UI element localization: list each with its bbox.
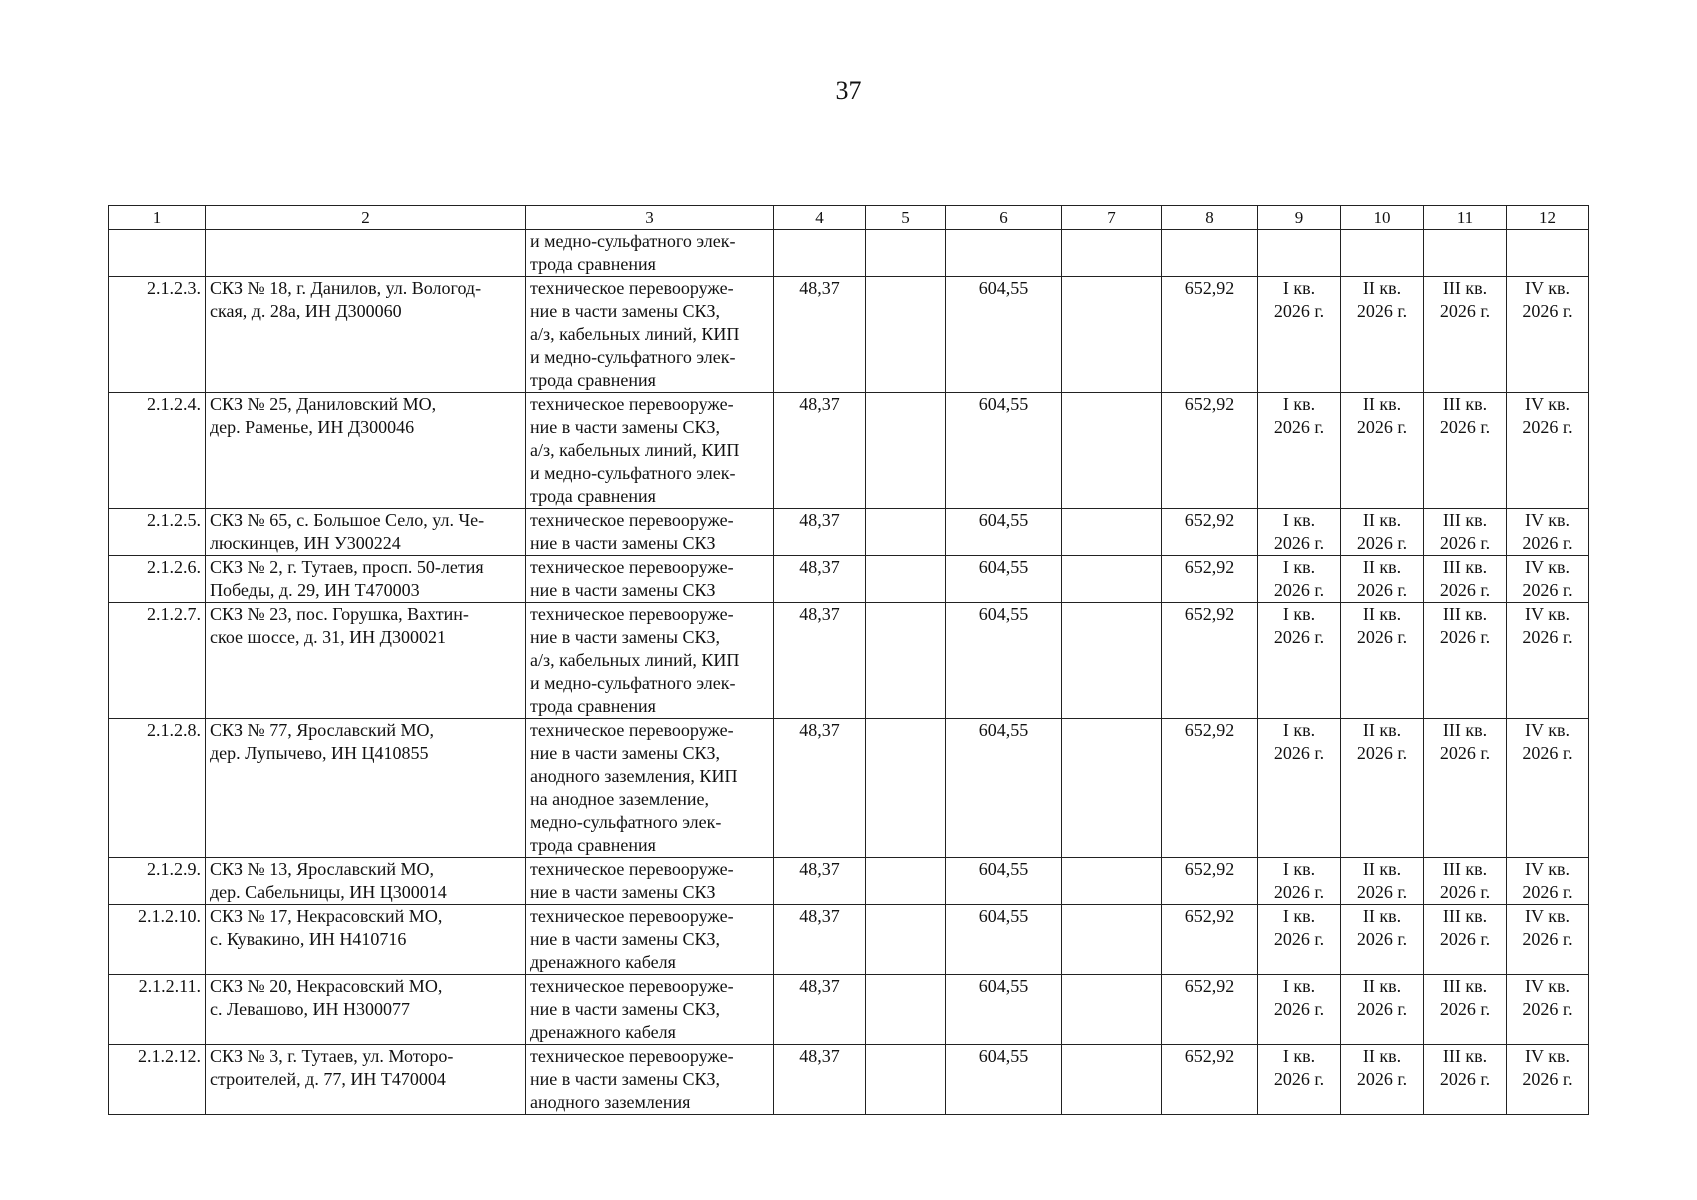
quarter-cell-col10: II кв. 2026 г. — [1341, 905, 1424, 975]
quarter-cell-col12: IV кв. 2026 г. — [1507, 603, 1589, 719]
value-cell-col8: 652,92 — [1162, 556, 1258, 603]
value-cell-col4: 48,37 — [774, 393, 866, 509]
value-cell-col7 — [1062, 509, 1162, 556]
value-cell-col6: 604,55 — [946, 905, 1062, 975]
value-cell-col7 — [1062, 556, 1162, 603]
quarter-cell-col11: III кв. 2026 г. — [1424, 1045, 1507, 1115]
quarter-cell-col9: I кв. 2026 г. — [1258, 975, 1341, 1045]
work-description-cell: техническое перевооруже- ние в части замены СКЗ — [526, 509, 774, 556]
value-cell-col5 — [866, 1045, 946, 1115]
table-body — [109, 206, 1589, 1115]
quarter-cell-col11: III кв. 2026 г. — [1424, 509, 1507, 556]
quarter-cell-col12: IV кв. 2026 г. — [1507, 556, 1589, 603]
item-number-cell: 2.1.2.11. — [109, 975, 206, 1045]
quarter-cell-col11: III кв. 2026 г. — [1424, 277, 1507, 393]
quarter-cell-col11: III кв. 2026 г. — [1424, 556, 1507, 603]
empty-cell — [1341, 230, 1424, 277]
value-cell-col5 — [866, 603, 946, 719]
value-cell-col7 — [1062, 1045, 1162, 1115]
empty-cell — [109, 230, 206, 277]
header-cell: 11 — [1424, 206, 1507, 230]
work-description-cell: техническое перевооруже- ние в части замены СКЗ — [526, 858, 774, 905]
work-description-cell: техническое перевооруже- ние в части замены СКЗ, анодного заземления, КИП на анодное заземление, медно-сульфатного элек- трода сравнения — [526, 719, 774, 858]
quarter-cell-col12: IV кв. 2026 г. — [1507, 277, 1589, 393]
empty-cell — [866, 230, 946, 277]
quarter-cell-col12: IV кв. 2026 г. — [1507, 509, 1589, 556]
header-cell: 5 — [866, 206, 946, 230]
value-cell-col4: 48,37 — [774, 858, 866, 905]
value-cell-col5 — [866, 509, 946, 556]
value-cell-col6: 604,55 — [946, 858, 1062, 905]
item-number-cell: 2.1.2.8. — [109, 719, 206, 858]
value-cell-col5 — [866, 905, 946, 975]
table-row — [109, 393, 1589, 509]
quarter-cell-col9: I кв. 2026 г. — [1258, 1045, 1341, 1115]
object-cell: СКЗ № 17, Некрасовский МО, с. Кувакино, ИН Н410716 — [206, 905, 526, 975]
object-cell: СКЗ № 18, г. Данилов, ул. Вологод- ская, д. 28а, ИН Д300060 — [206, 277, 526, 393]
value-cell-col7 — [1062, 975, 1162, 1045]
quarter-cell-col11: III кв. 2026 г. — [1424, 905, 1507, 975]
value-cell-col4: 48,37 — [774, 905, 866, 975]
quarter-cell-col11: III кв. 2026 г. — [1424, 719, 1507, 858]
quarter-cell-col11: III кв. 2026 г. — [1424, 393, 1507, 509]
work-description-cell: техническое перевооруже- ние в части замены СКЗ — [526, 556, 774, 603]
value-cell-col5 — [866, 393, 946, 509]
header-cell: 1 — [109, 206, 206, 230]
empty-cell — [1062, 230, 1162, 277]
header-cell: 6 — [946, 206, 1062, 230]
value-cell-col6: 604,55 — [946, 975, 1062, 1045]
quarter-cell-col9: I кв. 2026 г. — [1258, 719, 1341, 858]
table-row — [109, 1045, 1589, 1115]
works-table — [108, 205, 1589, 1115]
value-cell-col7 — [1062, 277, 1162, 393]
work-description-cell: техническое перевооруже- ние в части замены СКЗ, а/з, кабельных линий, КИП и медно-сульфатного элек- трода сравнения — [526, 603, 774, 719]
quarter-cell-col10: II кв. 2026 г. — [1341, 556, 1424, 603]
item-number-cell: 2.1.2.9. — [109, 858, 206, 905]
quarter-cell-col12: IV кв. 2026 г. — [1507, 905, 1589, 975]
value-cell-col5 — [866, 556, 946, 603]
value-cell-col8: 652,92 — [1162, 277, 1258, 393]
item-number-cell: 2.1.2.12. — [109, 1045, 206, 1115]
quarter-cell-col12: IV кв. 2026 г. — [1507, 975, 1589, 1045]
work-description-cell: и медно-сульфатного элек- трода сравнения — [526, 230, 774, 277]
value-cell-col6: 604,55 — [946, 393, 1062, 509]
value-cell-col4: 48,37 — [774, 556, 866, 603]
table-row — [109, 277, 1589, 393]
value-cell-col6: 604,55 — [946, 556, 1062, 603]
object-cell: СКЗ № 13, Ярославский МО, дер. Сабельницы, ИН Ц300014 — [206, 858, 526, 905]
item-number-cell: 2.1.2.3. — [109, 277, 206, 393]
header-cell: 7 — [1062, 206, 1162, 230]
table-row — [109, 975, 1589, 1045]
quarter-cell-col10: II кв. 2026 г. — [1341, 719, 1424, 858]
value-cell-col8: 652,92 — [1162, 603, 1258, 719]
quarter-cell-col11: III кв. 2026 г. — [1424, 975, 1507, 1045]
value-cell-col6: 604,55 — [946, 603, 1062, 719]
value-cell-col6: 604,55 — [946, 719, 1062, 858]
quarter-cell-col10: II кв. 2026 г. — [1341, 858, 1424, 905]
work-description-cell: техническое перевооруже- ние в части замены СКЗ, дренажного кабеля — [526, 975, 774, 1045]
quarter-cell-col10: II кв. 2026 г. — [1341, 1045, 1424, 1115]
value-cell-col8: 652,92 — [1162, 393, 1258, 509]
table-header-row — [109, 206, 1589, 230]
quarter-cell-col12: IV кв. 2026 г. — [1507, 1045, 1589, 1115]
value-cell-col8: 652,92 — [1162, 905, 1258, 975]
quarter-cell-col10: II кв. 2026 г. — [1341, 393, 1424, 509]
value-cell-col8: 652,92 — [1162, 975, 1258, 1045]
empty-cell — [1162, 230, 1258, 277]
header-cell: 9 — [1258, 206, 1341, 230]
item-number-cell: 2.1.2.7. — [109, 603, 206, 719]
value-cell-col7 — [1062, 393, 1162, 509]
header-cell: 12 — [1507, 206, 1589, 230]
value-cell-col4: 48,37 — [774, 277, 866, 393]
value-cell-col7 — [1062, 858, 1162, 905]
empty-cell — [774, 230, 866, 277]
object-cell: СКЗ № 20, Некрасовский МО, с. Левашово, ИН Н300077 — [206, 975, 526, 1045]
empty-cell — [1507, 230, 1589, 277]
object-cell: СКЗ № 2, г. Тутаев, просп. 50-летия Победы, д. 29, ИН Т470003 — [206, 556, 526, 603]
quarter-cell-col12: IV кв. 2026 г. — [1507, 858, 1589, 905]
table-row — [109, 509, 1589, 556]
quarter-cell-col10: II кв. 2026 г. — [1341, 603, 1424, 719]
value-cell-col8: 652,92 — [1162, 509, 1258, 556]
header-cell: 3 — [526, 206, 774, 230]
value-cell-col5 — [866, 858, 946, 905]
object-cell: СКЗ № 3, г. Тутаев, ул. Моторо- строителей, д. 77, ИН Т470004 — [206, 1045, 526, 1115]
quarter-cell-col12: IV кв. 2026 г. — [1507, 719, 1589, 858]
object-cell: СКЗ № 65, с. Большое Село, ул. Че- люскинцев, ИН У300224 — [206, 509, 526, 556]
quarter-cell-col9: I кв. 2026 г. — [1258, 603, 1341, 719]
header-cell: 2 — [206, 206, 526, 230]
item-number-cell: 2.1.2.10. — [109, 905, 206, 975]
quarter-cell-col10: II кв. 2026 г. — [1341, 277, 1424, 393]
value-cell-col8: 652,92 — [1162, 858, 1258, 905]
value-cell-col7 — [1062, 905, 1162, 975]
quarter-cell-col10: II кв. 2026 г. — [1341, 975, 1424, 1045]
work-description-cell: техническое перевооруже- ние в части замены СКЗ, а/з, кабельных линий, КИП и медно-сульфатного элек- трода сравнения — [526, 277, 774, 393]
quarter-cell-col9: I кв. 2026 г. — [1258, 393, 1341, 509]
value-cell-col5 — [866, 719, 946, 858]
table-row — [109, 719, 1589, 858]
quarter-cell-col9: I кв. 2026 г. — [1258, 858, 1341, 905]
empty-cell — [1258, 230, 1341, 277]
quarter-cell-col9: I кв. 2026 г. — [1258, 905, 1341, 975]
item-number-cell: 2.1.2.5. — [109, 509, 206, 556]
quarter-cell-col10: II кв. 2026 г. — [1341, 509, 1424, 556]
quarter-cell-col11: III кв. 2026 г. — [1424, 858, 1507, 905]
quarter-cell-col9: I кв. 2026 г. — [1258, 509, 1341, 556]
value-cell-col5 — [866, 975, 946, 1045]
value-cell-col7 — [1062, 603, 1162, 719]
work-description-cell: техническое перевооруже- ние в части замены СКЗ, а/з, кабельных линий, КИП и медно-сульфатного элек- трода сравнения — [526, 393, 774, 509]
header-cell: 8 — [1162, 206, 1258, 230]
object-cell: СКЗ № 23, пос. Горушка, Вахтин- ское шоссе, д. 31, ИН Д300021 — [206, 603, 526, 719]
quarter-cell-col9: I кв. 2026 г. — [1258, 556, 1341, 603]
header-cell: 4 — [774, 206, 866, 230]
quarter-cell-col9: I кв. 2026 г. — [1258, 277, 1341, 393]
value-cell-col4: 48,37 — [774, 1045, 866, 1115]
quarter-cell-col12: IV кв. 2026 г. — [1507, 393, 1589, 509]
value-cell-col4: 48,37 — [774, 719, 866, 858]
object-cell: СКЗ № 25, Даниловский МО, дер. Раменье, ИН Д300046 — [206, 393, 526, 509]
item-number-cell: 2.1.2.4. — [109, 393, 206, 509]
table-row — [109, 858, 1589, 905]
work-description-cell: техническое перевооруже- ние в части замены СКЗ, дренажного кабеля — [526, 905, 774, 975]
value-cell-col8: 652,92 — [1162, 719, 1258, 858]
item-number-cell: 2.1.2.6. — [109, 556, 206, 603]
value-cell-col5 — [866, 277, 946, 393]
value-cell-col8: 652,92 — [1162, 1045, 1258, 1115]
value-cell-col6: 604,55 — [946, 277, 1062, 393]
header-cell: 10 — [1341, 206, 1424, 230]
value-cell-col4: 48,37 — [774, 509, 866, 556]
work-description-cell: техническое перевооруже- ние в части замены СКЗ, анодного заземления — [526, 1045, 774, 1115]
table-row — [109, 905, 1589, 975]
empty-cell — [946, 230, 1062, 277]
value-cell-col4: 48,37 — [774, 975, 866, 1045]
empty-cell — [206, 230, 526, 277]
quarter-cell-col11: III кв. 2026 г. — [1424, 603, 1507, 719]
continuation-row — [109, 230, 1589, 277]
value-cell-col6: 604,55 — [946, 509, 1062, 556]
value-cell-col7 — [1062, 719, 1162, 858]
value-cell-col6: 604,55 — [946, 1045, 1062, 1115]
table-row — [109, 556, 1589, 603]
object-cell: СКЗ № 77, Ярославский МО, дер. Лупычево, ИН Ц410855 — [206, 719, 526, 858]
page-number: 37 — [835, 76, 862, 105]
empty-cell — [1424, 230, 1507, 277]
value-cell-col4: 48,37 — [774, 603, 866, 719]
table-row — [109, 603, 1589, 719]
